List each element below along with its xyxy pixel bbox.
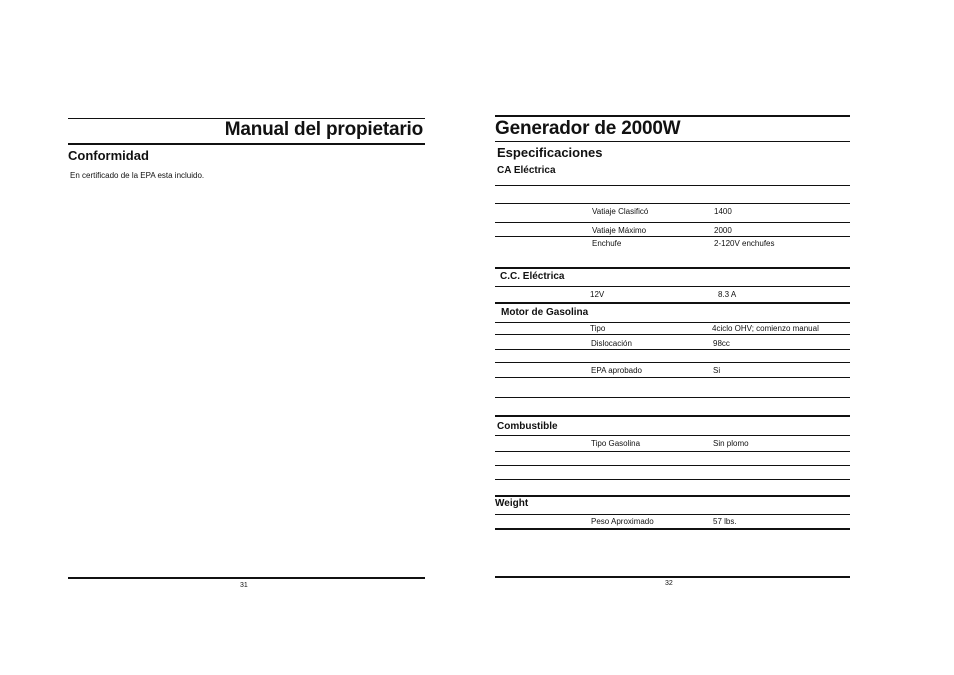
left-page-number: 31 (240, 582, 248, 589)
table-rule (495, 185, 850, 186)
table-rule (495, 479, 850, 480)
table-rule (495, 514, 850, 515)
table-rule (495, 236, 850, 237)
section-rule (495, 415, 850, 417)
right-footer-rule (495, 576, 850, 578)
spec-label: Enchufe (592, 239, 622, 248)
spec-value: 1400 (714, 207, 732, 216)
spec-label: EPA aprobado (591, 366, 643, 375)
spec-value: 2000 (714, 226, 732, 235)
table-rule (495, 377, 850, 378)
table-rule (495, 286, 850, 287)
spec-label: Tipo (590, 324, 606, 333)
spec-value: 4ciclo OHV; comienzo manual (712, 324, 819, 333)
section-rule (495, 267, 850, 269)
spec-value: 57 lbs. (713, 517, 737, 526)
right-page-number: 32 (665, 580, 673, 587)
spec-value: 8.3 A (718, 290, 737, 299)
table-rule (495, 203, 850, 204)
right-title-top-rule (495, 115, 850, 117)
ca-electrica-heading: CA Eléctrica (497, 165, 556, 176)
table-rule (495, 322, 850, 323)
left-title-bottom-rule (68, 143, 425, 145)
spec-label: Dislocación (591, 339, 632, 348)
section-rule (495, 302, 850, 304)
table-rule (495, 334, 850, 335)
table-rule (495, 362, 850, 363)
spec-label: Vatiaje Clasificó (592, 207, 649, 216)
table-rule (495, 349, 850, 350)
spec-value: Si (713, 366, 721, 375)
spec-label: 12V (590, 290, 605, 299)
conformidad-text: En certificado de la EPA esta incluido. (70, 171, 205, 180)
table-rule (495, 435, 850, 436)
cc-electrica-heading: C.C. Eléctrica (500, 271, 565, 282)
spec-value: 98cc (713, 339, 730, 348)
conformidad-heading: Conformidad (68, 148, 149, 163)
left-footer-rule (68, 577, 425, 579)
left-page-title: Manual del propietario (224, 119, 423, 140)
table-rule (495, 397, 850, 398)
table-rule (495, 451, 850, 452)
spec-label: Tipo Gasolina (591, 439, 641, 448)
combustible-heading: Combustible (497, 421, 558, 432)
section-rule (495, 495, 850, 497)
section-rule (495, 528, 850, 530)
right-page-title: Generador de 2000W (495, 118, 681, 139)
right-title-bottom-rule (495, 141, 850, 142)
table-rule (495, 222, 850, 223)
especificaciones-heading: Especificaciones (497, 145, 603, 160)
motor-gasolina-heading: Motor de Gasolina (501, 307, 589, 318)
table-rule (495, 465, 850, 466)
spec-value: 2-120V enchufes (714, 239, 775, 248)
spec-label: Vatiaje Máximo (592, 226, 647, 235)
spec-value: Sin plomo (713, 439, 749, 448)
weight-heading: Weight (495, 498, 529, 509)
spec-label: Peso Aproximado (591, 517, 654, 526)
